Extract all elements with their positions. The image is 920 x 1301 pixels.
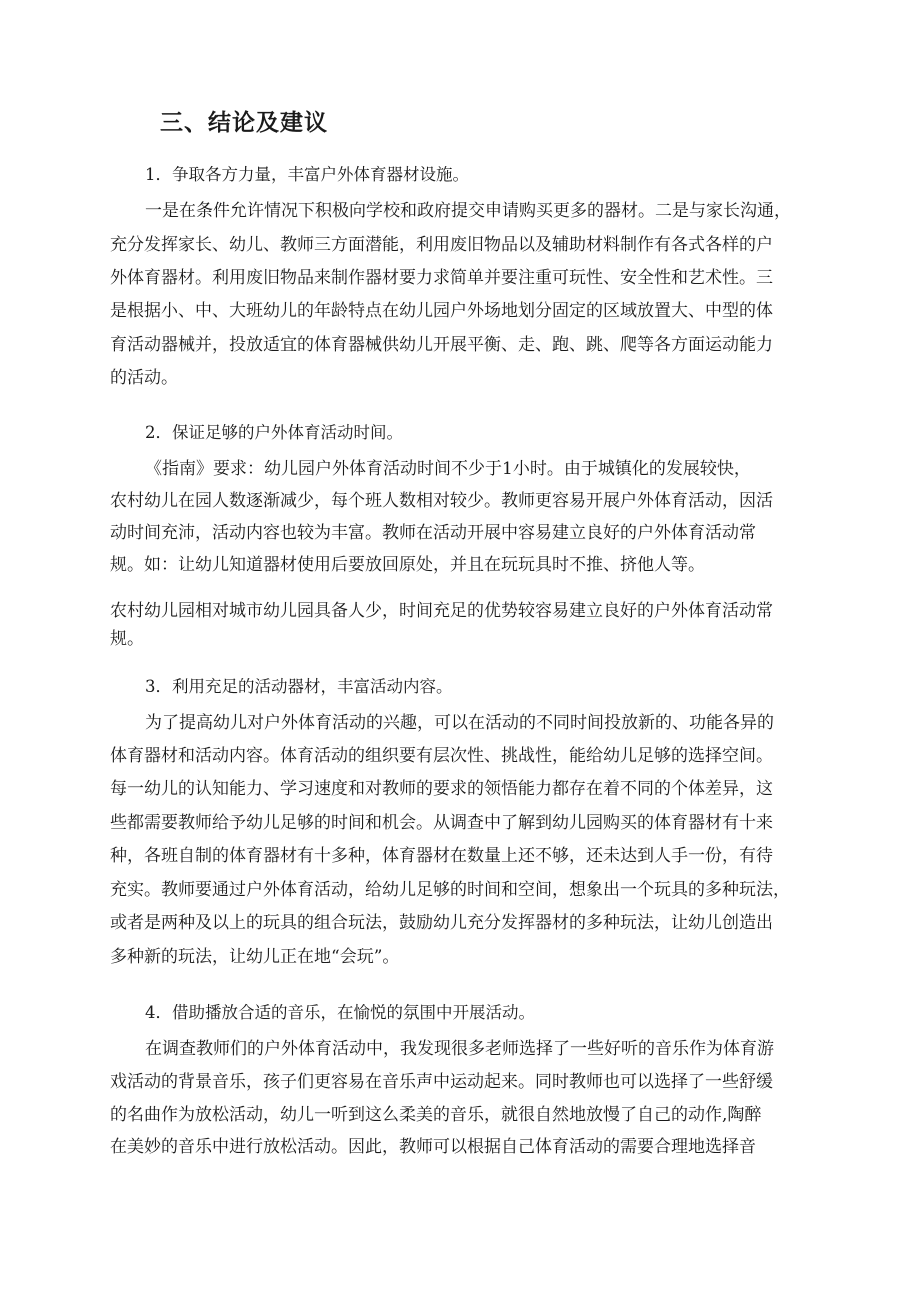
paragraph-line: 些都需要教师给予幼儿足够的时间和机会。从调查中了解到幼儿园购买的体育器材有十来	[110, 813, 773, 833]
paragraph-line: 动时间充沛，活动内容也较为丰富。教师在活动开展中容易建立良好的户外体育活动常	[110, 523, 756, 543]
paragraph-line: 种，各班自制的体育器材有十多种，体育器材在数量上还不够，还未达到人手一份，有待	[110, 846, 773, 866]
paragraph-line: 充实。教师要通过户外体育活动，给幼儿足够的时间和空间，想象出一个玩具的多种玩法，	[110, 880, 790, 900]
paragraph-line: 外体育器材。利用废旧物品来制作器材要力求简单并要注重可玩性、安全性和艺术性。三	[110, 268, 773, 288]
paragraph-line: 多种新的玩法，让幼儿正在地“会玩”。	[110, 947, 400, 967]
subsection-title-3: 3．利用充足的活动器材，丰富活动内容。	[145, 677, 453, 696]
paragraph-line: 是根据小、中、大班幼儿的年龄特点在幼儿园户外场地划分固定的区域放置大、中型的体	[110, 301, 773, 321]
paragraph-line: 规。如：让幼儿知道器材使用后要放回原处，并且在玩玩具时不推、挤他人等。	[110, 555, 705, 575]
paragraph-line: 为了提高幼儿对户外体育活动的兴趣，可以在活动的不同时间投放新的、功能各异的	[145, 713, 774, 733]
paragraph-line: 农村幼儿在园人数逐渐减少，每个班人数相对较少。教师更容易开展户外体育活动，因活	[110, 491, 773, 511]
paragraph-line: 在美妙的音乐中进行放松活动。因此，教师可以根据自己体育活动的需要合理地选择音	[110, 1137, 756, 1157]
paragraph-line: 或者是两种及以上的玩具的组合玩法，鼓励幼儿充分发挥器材的多种玩法，让幼儿创造出	[110, 913, 773, 933]
paragraph-line: 充分发挥家长、幼儿、教师三方面潜能，利用废旧物品以及辅助材料制作有各式各样的户	[110, 235, 773, 255]
paragraph-line: 的名曲作为放松活动，幼儿一听到这么柔美的音乐，就很自然地放慢了自己的动作,陶醉	[110, 1105, 762, 1125]
paragraph-line: 的活动。	[110, 368, 178, 388]
paragraph-line: 规。	[110, 629, 144, 649]
subsection-title-4: 4．借助播放合适的音乐，在愉悦的氛围中开展活动。	[145, 1003, 535, 1022]
paragraph-line: 农村幼儿园相对城市幼儿园具备人少，时间充足的优势较容易建立良好的户外体育活动常	[110, 601, 773, 621]
paragraph-line: 每一幼儿的认知能力、学习速度和对教师的要求的领悟能力都存在着不同的个体差异，这	[110, 779, 773, 799]
paragraph-line: 育活动器械并，投放适宜的体育器械供幼儿开展平衡、走、跑、跳、爬等各方面运动能力	[110, 335, 773, 355]
paragraph-line: 体育器材和活动内容。体育活动的组织要有层次性、挑战性，能给幼儿足够的选择空间。	[110, 746, 773, 766]
subsection-title-1: 1．争取各方力量，丰富户外体育器材设施。	[145, 165, 469, 184]
paragraph-line: 一是在条件允许情况下积极向学校和政府提交申请购买更多的器材。二是与家长沟通，	[145, 201, 791, 221]
paragraph-line: 在调查教师们的户外体育活动中，我发现很多老师选择了一些好听的音乐作为体育游	[145, 1039, 774, 1059]
paragraph-line: 戏活动的背景音乐，孩子们更容易在音乐声中运动起来。同时教师也可以选择了一些舒缓	[110, 1072, 773, 1092]
section-heading: 三、结论及建议	[160, 109, 328, 136]
paragraph-line: 《指南》要求：幼儿园户外体育活动时间不少于1小时。由于城镇化的发展较快，	[145, 459, 751, 479]
subsection-title-2: 2．保证足够的户外体育活动时间。	[145, 423, 403, 442]
